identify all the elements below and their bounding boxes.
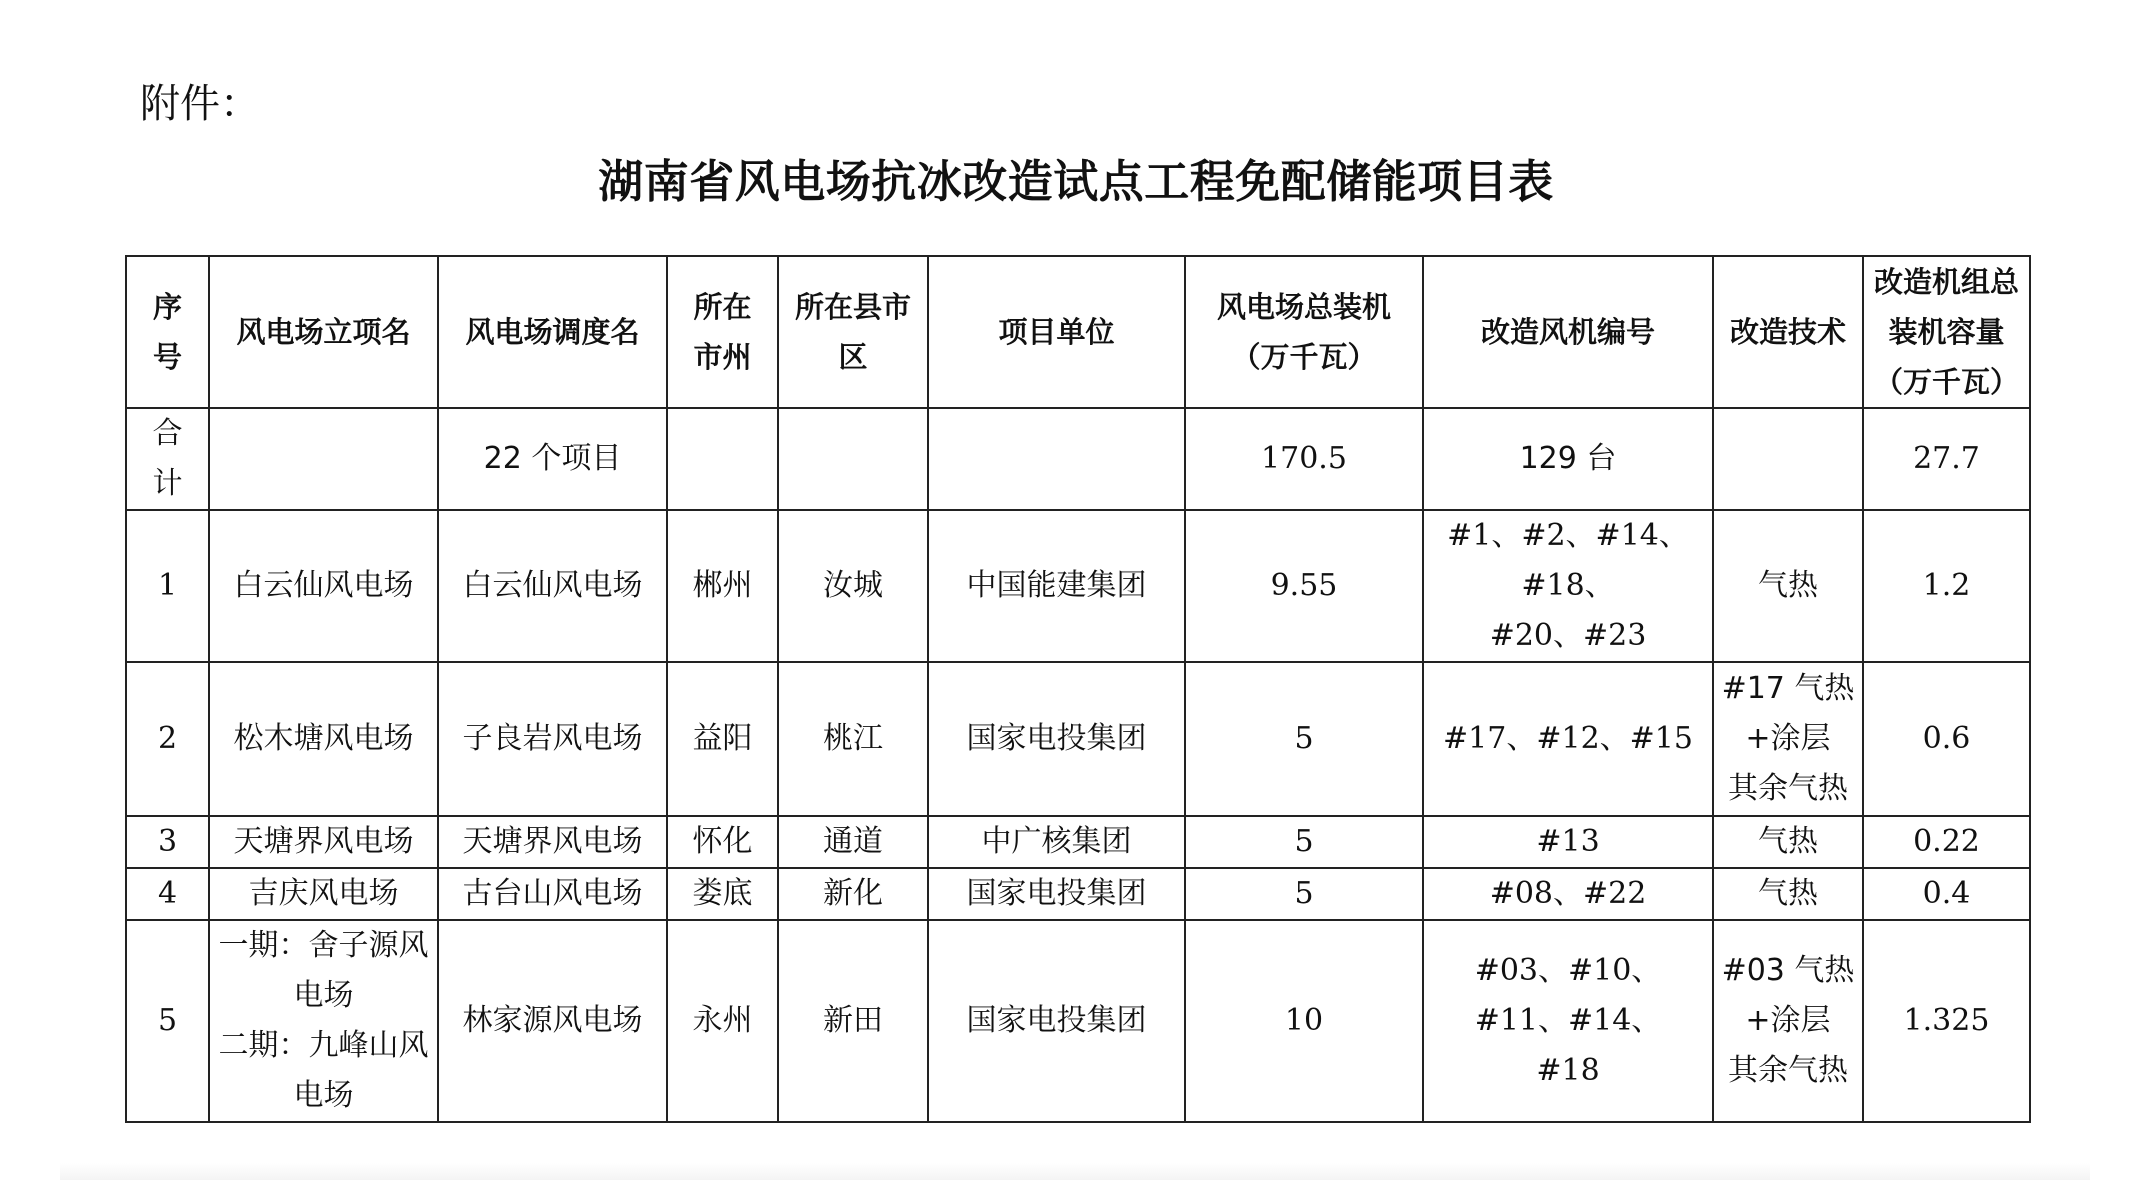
row-project-name	[209, 816, 438, 868]
row-project-name-line: 一期：舍子源风	[218, 928, 429, 963]
row-technology-line: #17 气热	[1721, 671, 1855, 706]
row-county: 新化	[778, 868, 928, 920]
row-dispatch-name: 古台山风电场	[438, 868, 667, 920]
row-technology-line: +涂层	[1745, 721, 1831, 756]
total-project-count: 22 个项目	[438, 408, 667, 510]
header-seq-line: 序	[152, 290, 182, 324]
row-technology-line: 气热	[1758, 568, 1818, 603]
header-technology: 改造技术	[1713, 256, 1863, 408]
row-technology	[1713, 868, 1863, 920]
row-unit: 国家电投集团	[928, 868, 1185, 920]
row-seq: 3	[126, 816, 209, 868]
row-project-name-line: 白云仙风电场	[233, 568, 414, 603]
row-technology	[1713, 816, 1863, 868]
table-row	[126, 920, 2030, 1122]
row-project-name-line: 吉庆风电场	[248, 876, 399, 911]
row-city: 郴州	[667, 510, 778, 662]
row-city: 永州	[667, 920, 778, 1122]
row-technology-line: 气热	[1758, 824, 1818, 859]
row-turbines	[1423, 868, 1713, 920]
total-row	[126, 408, 2030, 510]
header-county	[778, 256, 928, 408]
header-retrofit-line: 改造机组总	[1873, 265, 2019, 299]
header-capacity-line: 风电场总装机	[1216, 290, 1391, 324]
row-technology-line: 气热	[1758, 876, 1818, 911]
document-title: 湖南省风电场抗冰改造试点工程免配储能项目表	[598, 155, 1554, 208]
row-seq: 4	[126, 868, 209, 920]
total-capacity: 170.5	[1185, 408, 1423, 510]
row-dispatch-name: 林家源风电场	[438, 920, 667, 1122]
row-technology	[1713, 510, 1863, 662]
header-capacity	[1185, 256, 1423, 408]
row-turbines	[1423, 662, 1713, 816]
row-retrofit-capacity: 1.2	[1863, 510, 2030, 662]
row-project-name	[209, 868, 438, 920]
row-seq: 2	[126, 662, 209, 816]
row-city: 益阳	[667, 662, 778, 816]
row-unit: 国家电投集团	[928, 662, 1185, 816]
header-unit: 项目单位	[928, 256, 1185, 408]
row-technology	[1713, 920, 1863, 1122]
row-unit: 中广核集团	[928, 816, 1185, 868]
row-seq: 1	[126, 510, 209, 662]
table-header-row	[126, 256, 2030, 408]
total-unit	[928, 408, 1185, 510]
header-turbines: 改造风机编号	[1423, 256, 1713, 408]
attachment-label: 附件：	[140, 81, 260, 127]
header-seq	[126, 256, 209, 408]
header-city-line: 所在	[693, 290, 752, 324]
row-capacity: 5	[1185, 868, 1423, 920]
header-retrofit-capacity	[1863, 256, 2030, 408]
total-seq-line: 合	[152, 416, 183, 451]
row-technology-line: +涂层	[1745, 1003, 1831, 1038]
header-seq-line: 号	[152, 340, 182, 374]
row-turbines-line: #20、#23	[1489, 618, 1647, 653]
row-technology-line: #03 气热	[1721, 953, 1855, 988]
row-unit: 中国能建集团	[928, 510, 1185, 662]
row-retrofit-capacity: 0.6	[1863, 662, 2030, 816]
row-technology	[1713, 662, 1863, 816]
row-turbines-line: #03、#10、#11、#14、	[1474, 953, 1662, 1038]
row-retrofit-capacity: 0.4	[1863, 868, 2030, 920]
row-capacity: 5	[1185, 816, 1423, 868]
row-project-name-line: 天塘界风电场	[233, 824, 414, 859]
table-row	[126, 662, 2030, 816]
header-county-line: 区	[838, 340, 868, 374]
row-unit: 国家电投集团	[928, 920, 1185, 1122]
row-capacity: 5	[1185, 662, 1423, 816]
header-city-line: 市州	[693, 340, 752, 374]
total-seq	[126, 408, 209, 510]
row-turbines-line: #17、#12、#15	[1443, 721, 1693, 756]
row-turbines-line: #08、#22	[1489, 876, 1647, 911]
row-project-name-line: 电场	[293, 978, 354, 1013]
total-city	[667, 408, 778, 510]
total-seq-line: 计	[152, 466, 183, 501]
row-project-name-line: 松木塘风电场	[233, 721, 414, 756]
row-seq: 5	[126, 920, 209, 1122]
project-table	[125, 255, 2031, 1123]
header-capacity-line: （万千瓦）	[1231, 340, 1377, 374]
row-technology-line: 其余气热	[1728, 771, 1848, 806]
total-project-name	[209, 408, 438, 510]
row-city: 娄底	[667, 868, 778, 920]
page-bottom-edge	[60, 1163, 2090, 1180]
row-project-name	[209, 920, 438, 1122]
row-project-name-line: 二期：九峰山风	[218, 1028, 429, 1063]
row-retrofit-capacity: 1.325	[1863, 920, 2030, 1122]
row-technology-line: 其余气热	[1728, 1053, 1848, 1088]
header-county-line: 所在县市	[794, 290, 911, 324]
total-retrofit-capacity: 27.7	[1863, 408, 2030, 510]
row-project-name-line: 电场	[293, 1078, 354, 1113]
row-project-name	[209, 510, 438, 662]
row-city: 怀化	[667, 816, 778, 868]
table-row	[126, 816, 2030, 868]
row-capacity: 9.55	[1185, 510, 1423, 662]
row-county: 新田	[778, 920, 928, 1122]
row-county: 桃江	[778, 662, 928, 816]
row-dispatch-name: 子良岩风电场	[438, 662, 667, 816]
header-retrofit-line: 装机容量	[1888, 315, 2005, 349]
total-county	[778, 408, 928, 510]
header-dispatch-name: 风电场调度名	[438, 256, 667, 408]
table-row	[126, 510, 2030, 662]
header-city	[667, 256, 778, 408]
header-retrofit-line: （万千瓦）	[1873, 365, 2019, 399]
row-turbines	[1423, 920, 1713, 1122]
row-turbines-line: #13	[1536, 824, 1600, 859]
row-retrofit-capacity: 0.22	[1863, 816, 2030, 868]
row-project-name	[209, 662, 438, 816]
row-county: 通道	[778, 816, 928, 868]
row-dispatch-name: 天塘界风电场	[438, 816, 667, 868]
header-project-name: 风电场立项名	[209, 256, 438, 408]
table-row	[126, 868, 2030, 920]
row-turbines-line: #1、#2、#14、#18、	[1447, 518, 1689, 603]
row-turbines	[1423, 816, 1713, 868]
row-capacity: 10	[1185, 920, 1423, 1122]
row-county: 汝城	[778, 510, 928, 662]
row-turbines	[1423, 510, 1713, 662]
total-technology	[1713, 408, 1863, 510]
total-turbine-count: 129 台	[1423, 408, 1713, 510]
row-dispatch-name: 白云仙风电场	[438, 510, 667, 662]
row-turbines-line: #18	[1536, 1053, 1600, 1088]
